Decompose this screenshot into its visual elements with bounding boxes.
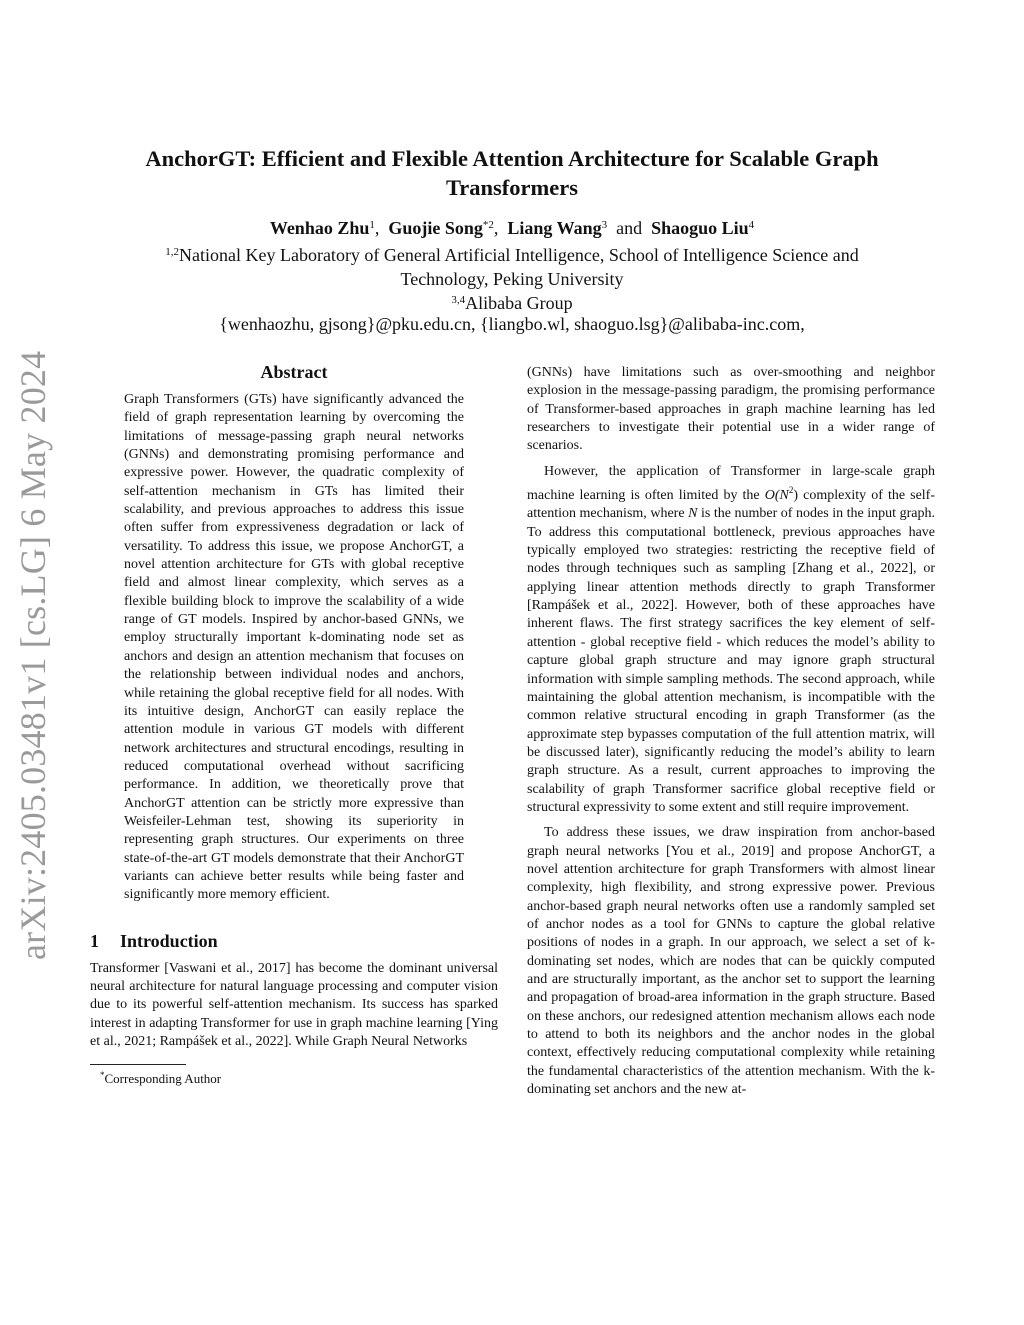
author-name: Guojie Song (388, 218, 483, 238)
footnote-mark: * (100, 1070, 105, 1081)
para-text: is the number of nodes in the input graph. To address this computational bottleneck, previous approaches have typically employed two strategies: restricting the receptive field of nodes through techniques such as sampling [Zhang et al., 2022], or applying linear attention methods directly to graph Transformer [Rampášek et al., 2022]. However, both of these approaches have inherent flaws. The first strategy sacrifices the key element of self-attention - global receptive field - which reduces the model’s ability to capture global graph structure and may ignore graph structural information with simple sampling methods. The second approach, while maintaining the global attention mechanism, is incompatible with the common relative structural encoding in graph Transformer (as the approximate step bypasses computation of the full attention matrix, will be discussed later), significantly reducing the model’s ability to learn graph structure. As a result, current approaches to improving the scalability of graph Transformer sacrifice global receptive field or structural expressivity to some extent and still require improvement. (527, 506, 935, 815)
author-name: Wenhao Zhu (269, 218, 370, 238)
author-separator: , (374, 218, 380, 238)
author-affil-mark: 1 (369, 219, 375, 231)
math-variable-n: N (688, 506, 698, 522)
affil-text: Technology, Peking University (400, 269, 624, 289)
author-name: Shaoguo Liu (651, 218, 749, 238)
footnote-rule (90, 1064, 186, 1065)
intro-paragraph-1: Transformer [Vaswani et al., 2017] has become the dominant universal neural architecture for natural language processing and computer vision due to its powerful self-attention mechanism. Its success has sparked interest in adapting Transformer for use in graph machine learning [Ying et al., 2021; Rampášek et al., 2022]. While Graph Neural Networks (90, 960, 498, 1049)
author-affil-mark: *2 (482, 219, 494, 231)
section-number: 1 (90, 930, 99, 951)
affil-text: National Key Laboratory of General Artificial Intelligence, School of Intelligence Science and (179, 245, 859, 265)
author-and: and (616, 218, 643, 238)
para-text: However, the application of Transformer in large-scale graph machine learning is often limited by the (527, 463, 935, 504)
formula-base: O(N (764, 488, 789, 504)
abstract-text: Graph Transformers (GTs) have significantly advanced the field of graph representation learning by overcoming the limitations of message-passing graph neural networks (GNNs) and demonstrating promising performance and expressive power. However, the quadratic complexity of self-attention mechanism in GTs has limited their scalability, and previous approaches to address this issue often suffer from expressiveness degradation or lack of versatility. To address this issue, we propose AnchorGT, a novel attention architecture for GTs with global receptive field and almost linear complexity, which serves as a flexible building block to improve the scalability of a wide range of GT models. Inspired by anchor-based GNNs, we employ structurally important k-dominating node set as anchors and design an attention mechanism that focuses on the relationship between individual nodes and anchors, while retaining the global receptive field for all nodes. With its intuitive design, AnchorGT can easily replace the attention module in various GT models with different network architectures and structural encodings, resulting in reduced computational overhead without sacrificing performance. In addition, we theoretically prove that AnchorGT attention can be strictly more expressive than Weisfeiler-Lehman test, showing its superiority in representing graph structures. Our experiments on three state-of-the-art GT models demonstrate that their AnchorGT variants can achieve better results while being faster and significantly more memory efficient. (124, 392, 464, 903)
affiliation-alibaba (100, 288, 924, 315)
formula-close: ) (793, 488, 799, 504)
section-heading-introduction (90, 929, 498, 953)
footnote (90, 1067, 498, 1087)
formula-exponent: 2 (788, 485, 794, 496)
paper-title (100, 144, 924, 202)
author-list (100, 212, 924, 241)
intro-paragraph-4: To address these issues, we draw inspiration from anchor-based graph neural networks [You et al., 2019] and propose AnchorGT, a novel attention architecture for graph Transformers with almost linear complexity, high flexibility, and strong expressive power. Previous anchor-based graph neural networks often use a randomly sampled set of anchor nodes as a tool for GNNs to capture the global relative positions of nodes in a graph. In our approach, we select a set of k-dominating set nodes, which are nodes that can be quickly computed and are structurally important, as the anchor set to support the learning and propagation of broad-area information in the graph structure. Based on these anchors, our redesigned attention mechanism allows each node to attend to both its neighbors and the anchor nodes in the global context, effectively reducing computational complexity while retaining the fundamental characteristics of the attention mechanism. With the k-dominating set anchors and the new at- (527, 825, 935, 1098)
author-name: Liang Wang (507, 218, 602, 238)
para-text: complexity of the self-attention mechanism, where (527, 488, 936, 522)
intro-paragraph-3 (527, 463, 935, 818)
affil-mark: 1,2 (165, 246, 179, 258)
affiliation-pku (100, 240, 924, 291)
author-separator: , (493, 218, 499, 238)
affil-text: Alibaba Group (465, 293, 573, 313)
author-emails: {wenhaozhu, gjsong}@pku.edu.cn, {liangbo.wl, shaoguo.lsg}@alibaba-inc.com, (219, 314, 805, 334)
author-affil-mark: 4 (748, 219, 755, 231)
author-affil-mark: 3 (601, 219, 608, 231)
footnote-text: Corresponding Author (104, 1071, 222, 1087)
section-title: Introduction (120, 930, 218, 951)
intro-paragraph-2: (GNNs) have limitations such as over-smoothing and neighbor explosion in the message-passing paradigm, the promising performance of Transformer-based approaches in graph machine learning has led researchers to investigate their potential use in a wider range of scenarios. (527, 365, 935, 454)
title-line-2: Transformers (445, 175, 579, 200)
complexity-formula (764, 485, 799, 504)
right-column (527, 364, 935, 1099)
left-column (90, 360, 498, 1087)
title-line-1: AnchorGT: Efficient and Flexible Attention Architecture for Scalable Graph (145, 146, 879, 171)
arxiv-side-stamp: arXiv:2405.03481v1 [cs.LG] 6 May 2024 (13, 350, 53, 960)
abstract-heading: Abstract (260, 362, 328, 382)
affil-mark: 3,4 (451, 294, 466, 306)
